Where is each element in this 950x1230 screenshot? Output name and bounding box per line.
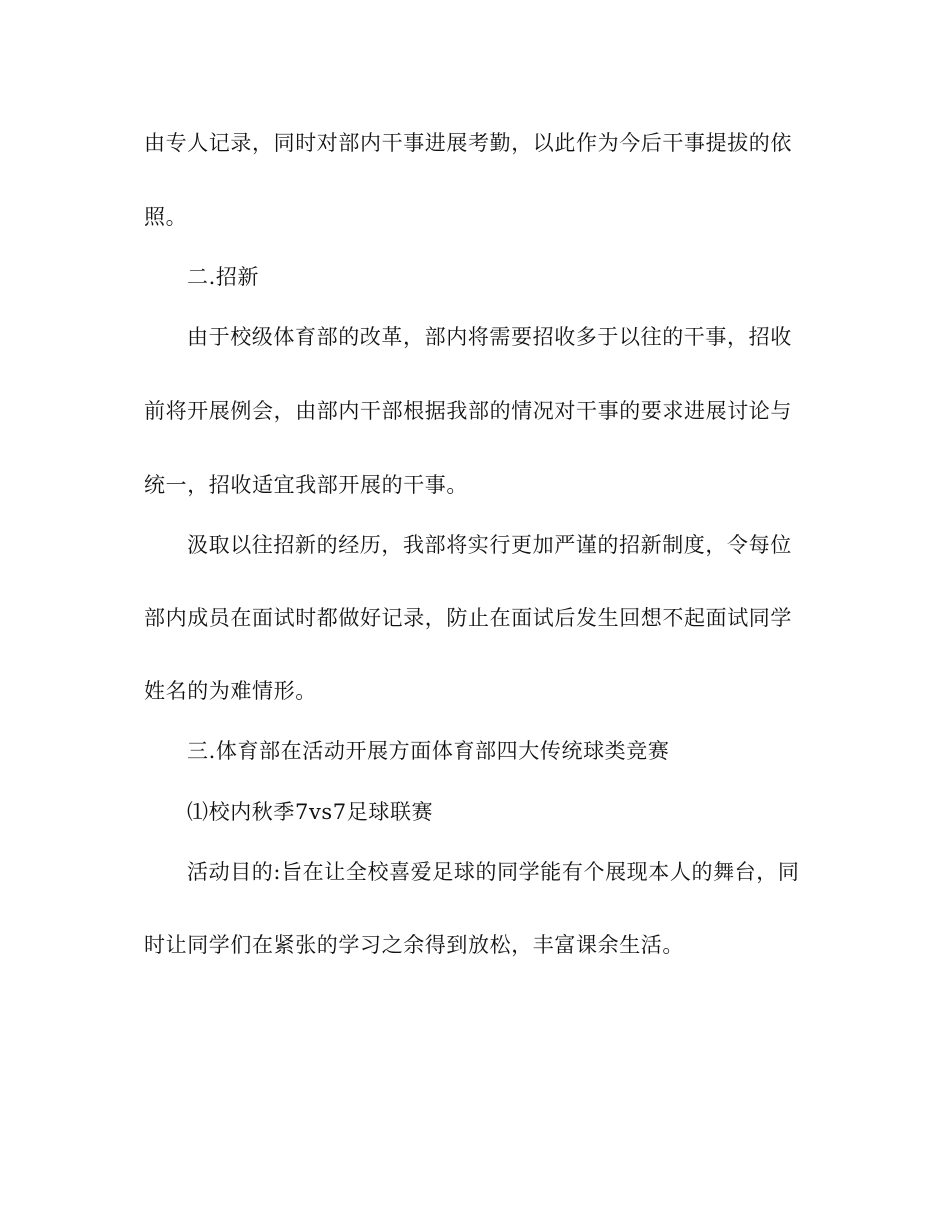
paragraph-line: 照。 (144, 205, 188, 229)
paragraph-line: 汲取以往招新的经历，我部将实行更加严谨的招新制度，令每位 (187, 533, 792, 557)
paragraph-line: 部内成员在面试时都做好记录，防止在面试后发生回想不起面试同学 (144, 606, 792, 630)
section-heading: 三.体育部在活动开展方面体育部四大传统球类竞赛 (187, 739, 670, 763)
paragraph-line: 由专人记录，同时对部内干事进展考勤，以此作为今后干事提拔的依 (144, 131, 792, 155)
paragraph-line: 由于校级体育部的改革，部内将需要招收多于以往的干事，招收 (187, 325, 792, 349)
paragraph-line: 时让同学们在紧张的学习之余得到放松，丰富课余生活。 (144, 933, 684, 957)
paragraph-line: 姓名的为难情形。 (144, 679, 317, 703)
paragraph-line: 统一，招收适宜我部开展的干事。 (144, 473, 468, 497)
subsection-heading: ⑴校内秋季7vs7足球联赛 (187, 800, 434, 824)
section-heading: 二.招新 (187, 265, 260, 289)
paragraph-line: 前将开展例会，由部内干部根据我部的情况对干事的要求进展讨论与 (144, 399, 792, 423)
paragraph-line: 活动目的:旨在让全校喜爱足球的同学能有个展现本人的舞台，同 (187, 860, 800, 884)
